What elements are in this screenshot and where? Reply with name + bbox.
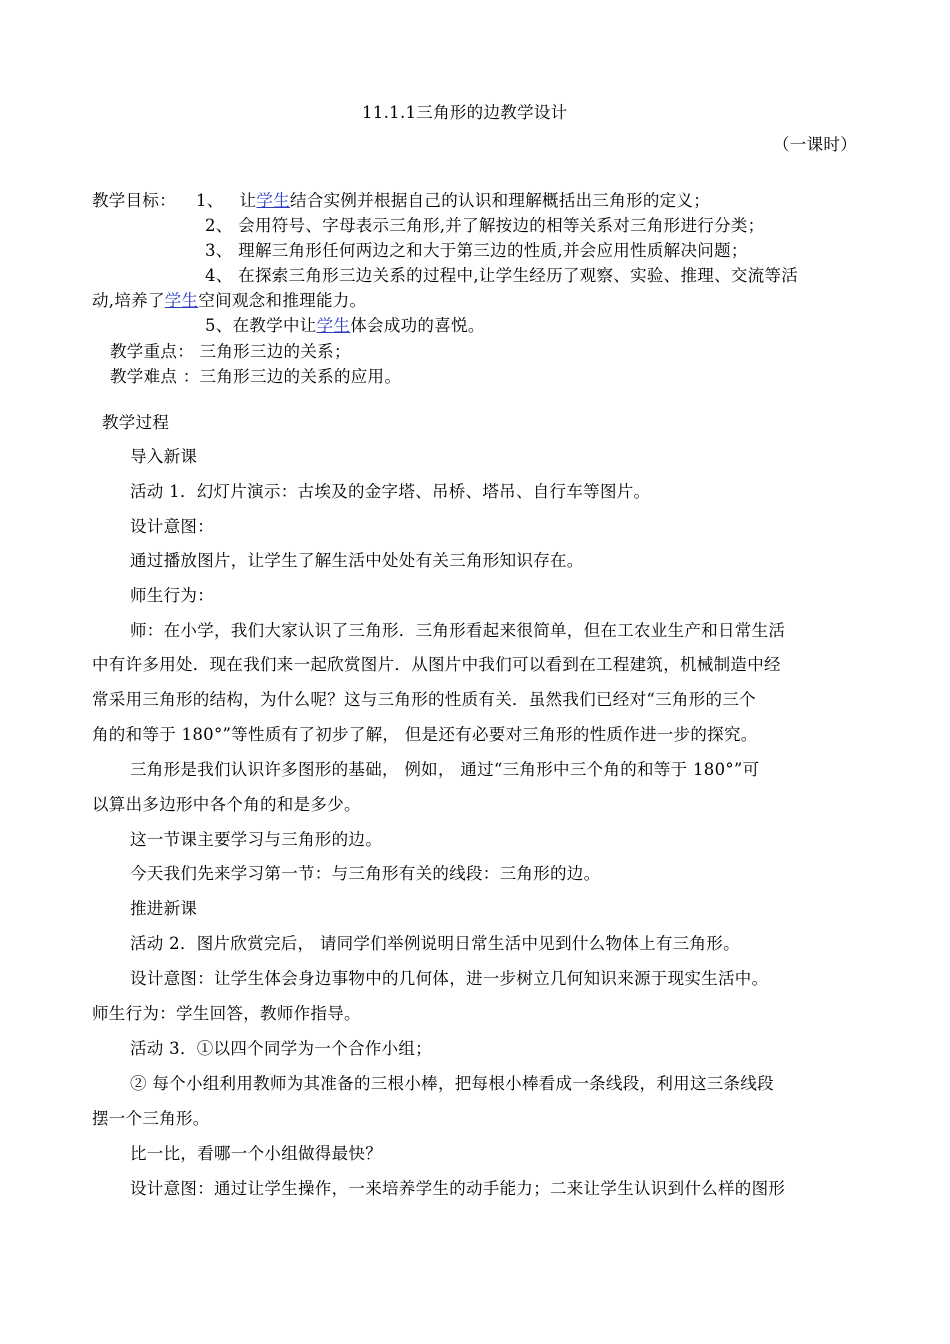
- objective-4-text: 空间观念和推理能力。: [198, 291, 367, 310]
- objective-1-number: 1、: [196, 191, 224, 210]
- paragraph-line: 以算出多边形中各个角的和是多少。: [92, 795, 361, 814]
- objective-4-line-2: [92, 291, 366, 311]
- student-link-1[interactable]: 学生: [256, 191, 291, 210]
- objective-5-text: 体会成功的喜悦。: [350, 316, 485, 335]
- section-new-lesson-heading: 推进新课: [130, 899, 198, 918]
- paragraph-line: 常采用三角形的结构，为什么呢？这与三角形的性质有关．虽然我们已经对“三角形的三个: [92, 690, 756, 709]
- objectives-label: 教学目标：: [92, 191, 176, 210]
- objective-4-prefix: 动,培养了: [92, 291, 165, 310]
- process-heading: 教学过程: [102, 413, 170, 432]
- section-intro-heading: 导入新课: [130, 447, 198, 466]
- paragraph-line: 设计意图：让学生体会身边事物中的几何体，进一步树立几何知识来源于现实生活中。: [130, 969, 769, 988]
- objective-3: 3、 理解三角形任何两边之和大于第三边的性质,并会应用性质解决问题；: [205, 241, 748, 260]
- student-link-3[interactable]: 学生: [316, 316, 351, 335]
- paragraph-line: 今天我们先来学习第一节：与三角形有关的线段：三角形的边。: [130, 864, 601, 883]
- objective-4-line-1: 4、 在探索三角形三边关系的过程中,让学生经历了观察、实验、推理、交流等活: [205, 266, 799, 285]
- activity-3: 活动 3．①以四个同学为一个合作小组；: [130, 1039, 432, 1058]
- paragraph-line: 中有许多用处．现在我们来一起欣赏图片．从图片中我们可以看到在工程建筑，机械制造中经: [92, 655, 781, 674]
- objective-5: [205, 316, 485, 336]
- paragraph-line: 三角形是我们认识许多图形的基础， 例如， 通过“三角形中三个角的和等于 180°”可: [130, 760, 760, 779]
- teacher-student-label: 师生行为：: [130, 586, 214, 605]
- paragraph-line: 比一比，看哪一个小组做得最快？: [130, 1144, 382, 1163]
- activity-2: 活动 2．图片欣赏完后， 请同学们举例说明日常生活中见到什么物体上有三角形。: [130, 934, 740, 953]
- objective-2: 2、 会用符号、字母表示三角形,并了解按边的相等关系对三角形进行分类；: [205, 216, 765, 235]
- design-intent-label: 设计意图：: [130, 517, 214, 536]
- paragraph-line: 师：在小学，我们大家认识了三角形．三角形看起来很简单，但在工农业生产和日常生活: [130, 621, 786, 640]
- activity-1: 活动 1．幻灯片演示：古埃及的金字塔、吊桥、塔吊、自行车等图片。: [130, 482, 651, 501]
- objective-1-text: 结合实例并根据自己的认识和理解概括出三角形的定义；: [290, 191, 711, 210]
- key-point: 教学重点： 三角形三边的关系；: [110, 342, 351, 361]
- paragraph-line: ② 每个小组利用教师为其准备的三根小棒，把每根小棒看成一条线段，利用这三条线段: [130, 1074, 774, 1093]
- document-subtitle: （一课时）: [773, 135, 857, 154]
- objective-1: [92, 191, 710, 211]
- difficulty: 教学难点 ：三角形三边的关系的应用。: [110, 367, 402, 386]
- objective-5-prefix: 5、在教学中让: [205, 316, 317, 335]
- paragraph-line: 师生行为：学生回答，教师作指导。: [92, 1004, 361, 1023]
- paragraph-line: 摆一个三角形。: [92, 1109, 210, 1128]
- paragraph-line: 角的和等于 180°”等性质有了初步了解， 但是还有必要对三角形的性质作进一步的探究。: [92, 725, 758, 744]
- student-link-2[interactable]: 学生: [164, 291, 199, 310]
- document-title: 11.1.1三角形的边教学设计: [362, 103, 568, 122]
- paragraph-line: 通过播放图片，让学生了解生活中处处有关三角形知识存在。: [130, 551, 584, 570]
- paragraph-line: 这一节课主要学习与三角形的边。: [130, 830, 382, 849]
- objective-1-prefix: 让: [239, 191, 257, 210]
- paragraph-line: 设计意图：通过让学生操作，一来培养学生的动手能力；二来让学生认识到什么样的图形: [130, 1179, 786, 1198]
